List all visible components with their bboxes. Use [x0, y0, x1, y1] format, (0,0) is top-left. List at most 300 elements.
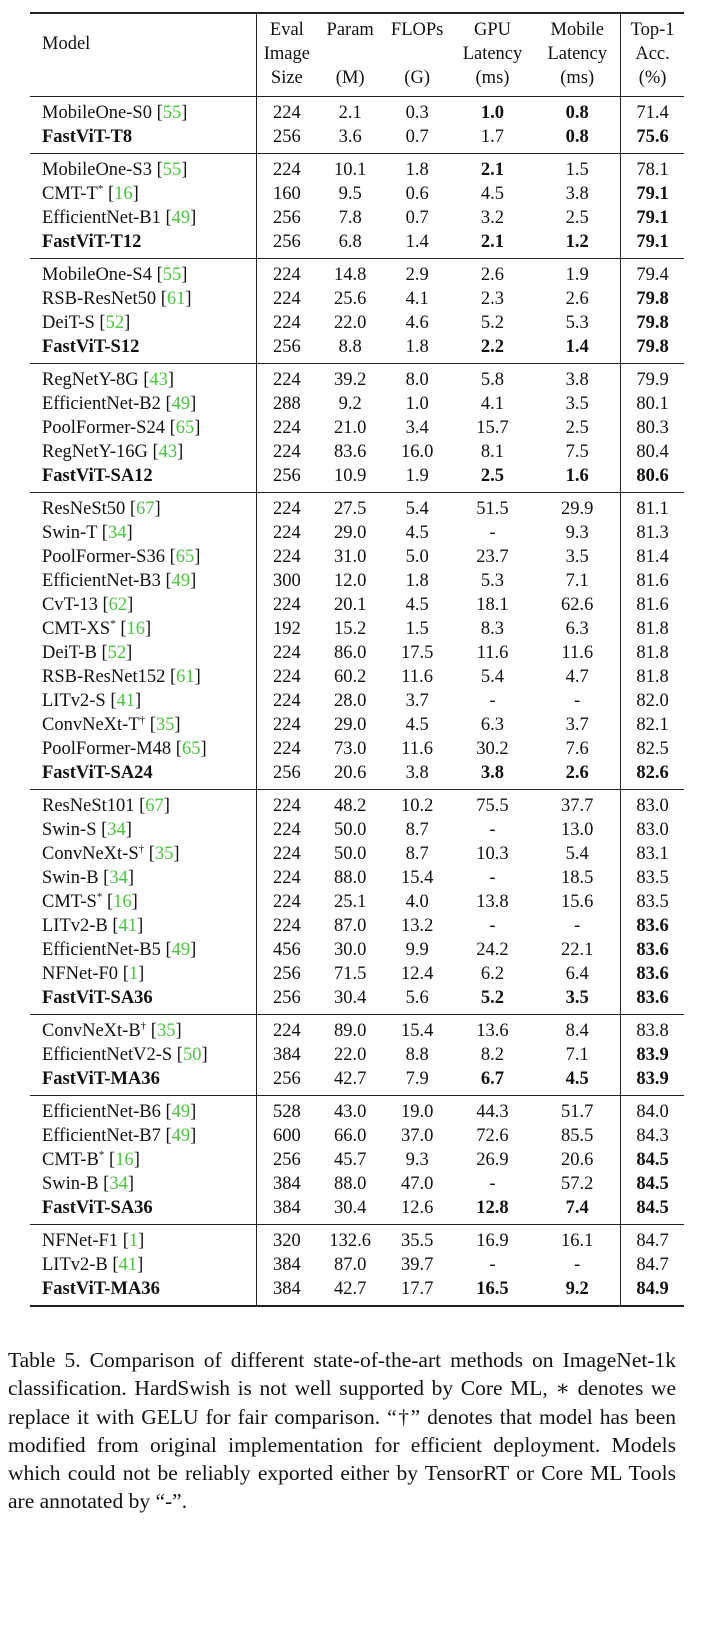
cell-gpu-latency: 5.3	[480, 571, 505, 591]
cell-gpu-latency: 3.2	[480, 208, 505, 228]
cell-gpu-latency: 13.8	[476, 892, 509, 912]
citation-link[interactable]: 49	[171, 208, 191, 228]
cell-param: 20.1	[333, 595, 367, 615]
cell-model	[30, 1067, 257, 1096]
citation-link[interactable]: 49	[171, 1102, 191, 1122]
cell-eval-size: 224	[257, 97, 317, 126]
cell-eval-size: 224	[272, 868, 301, 888]
table-row	[30, 97, 684, 126]
cell-flops: 12.6	[400, 1198, 434, 1218]
cell-eval-size: 256	[272, 1150, 301, 1170]
cell-gpu-latency: 15.7	[476, 418, 509, 438]
cell-gpu-latency: 1.0	[451, 97, 535, 126]
cell-param: 31.0	[333, 547, 367, 567]
cell-gpu-latency: 2.3	[480, 289, 505, 309]
model-name: DeiT-B	[42, 643, 97, 663]
cell-gpu-latency: 8.1	[480, 442, 505, 462]
cell-param: 50.0	[333, 820, 367, 840]
cell-param: 27.5	[317, 493, 384, 522]
cell-flops: 1.8	[405, 571, 429, 591]
citation-link[interactable]: 35	[156, 1021, 176, 1041]
citation-link[interactable]: 34	[107, 523, 127, 543]
cell-top1-acc: 78.1	[621, 154, 684, 183]
model-marker: *	[98, 1149, 105, 1161]
table-row	[30, 1172, 684, 1196]
cell-gpu-latency: 5.2	[480, 988, 505, 1008]
cell-top1-acc: 83.5	[636, 868, 669, 888]
citation-link[interactable]: 43	[149, 370, 168, 390]
cell-param: 88.0	[333, 868, 367, 888]
table-row	[30, 713, 684, 737]
model-name: ConvNeXt-T	[42, 715, 140, 735]
cell-flops: 8.7	[405, 844, 429, 864]
cell-flops: 3.8	[405, 763, 429, 783]
cell-top1-acc: 79.8	[636, 337, 669, 357]
table-row	[30, 818, 684, 842]
citation-link[interactable]: 62	[108, 595, 128, 615]
cell-model: ResNeSt101 [67]	[30, 790, 257, 819]
cell-mobile-latency: 62.6	[534, 593, 620, 617]
cell-eval-size: 224	[272, 442, 301, 462]
cell-mobile-latency: -	[534, 914, 620, 938]
cell-flops: 4.6	[405, 313, 429, 333]
cell-model: LITv2-B [41]	[30, 1253, 257, 1277]
cell-top1-acc: 83.5	[636, 892, 669, 912]
cell-model: MobileOne-S4 [55]	[30, 259, 257, 288]
cell-model: EfficientNet-B1 [49]	[30, 206, 257, 230]
model-name: FastViT-SA36	[42, 1198, 153, 1218]
cell-eval-size: 256	[272, 127, 301, 147]
cell-gpu-latency: -	[489, 523, 496, 543]
cell-top1-acc: 83.9	[636, 1045, 669, 1065]
citation-link[interactable]: 35	[155, 715, 175, 735]
model-name: NFNet-F1	[42, 1231, 119, 1251]
cell-model: RSB-ResNet50 [61]	[30, 287, 257, 311]
citation-link[interactable]: 34	[107, 820, 126, 840]
cell-flops: 5.0	[405, 547, 429, 567]
citation-link[interactable]: 61	[166, 289, 186, 309]
citation-link[interactable]: 67	[136, 499, 155, 519]
cell-mobile-latency: 7.4	[534, 1196, 620, 1225]
cell-mobile-latency: 4.5	[534, 1067, 620, 1096]
cell-model	[30, 125, 257, 154]
model-name: RegNetY-8G	[42, 370, 139, 390]
model-name: CMT-S	[42, 892, 97, 912]
model-name: LITv2-S	[42, 691, 106, 711]
cell-mobile-latency: 11.6	[534, 641, 620, 665]
cell-mobile-latency: 20.6	[534, 1148, 620, 1172]
cell-model	[30, 464, 257, 493]
cell-top1-acc: 81.8	[636, 619, 669, 639]
citation-link[interactable]: 41	[116, 691, 136, 711]
citation-link[interactable]: 49	[171, 394, 191, 414]
citation-link[interactable]: 34	[109, 1174, 128, 1194]
cell-mobile-latency: 3.5	[534, 392, 620, 416]
cell-mobile-latency: 1.6	[534, 464, 620, 493]
cell-flops: 3.4	[405, 418, 429, 438]
cell-mobile-latency: 7.6	[534, 737, 620, 761]
model-name: CvT-13	[42, 595, 98, 615]
citation-link[interactable]: 49	[171, 571, 191, 591]
citation-link[interactable]: 16	[114, 184, 133, 204]
cell-flops: 8.7	[405, 820, 429, 840]
cell-gpu-latency: -	[489, 691, 496, 711]
cell-eval-size: 224	[272, 643, 301, 663]
model-marker: †	[140, 1020, 147, 1032]
model-name: EfficientNet-B2	[42, 394, 161, 414]
table-row	[30, 1067, 684, 1096]
cell-param: 3.6	[338, 127, 362, 147]
header-gpu-latency: GPU Latency (ms)	[462, 20, 523, 88]
cell-gpu-latency: 5.8	[451, 364, 535, 393]
table-caption: Table 5. Comparison of different state-of-the-art methods on ImageNet-1k classification. HardSwish is not well supported by Core ML, ∗ denotes we replace it with GELU for fair comparison. “†” denotes that model has been modified from original implementation for efficient deployment. Models which could not be reliably exported either by TensorRT or Core ML Tools are annotated by “-”.	[8, 1348, 676, 1514]
cell-flops: 16.0	[400, 442, 434, 462]
model-name: PoolFormer-M48	[42, 739, 172, 759]
model-name: PoolFormer-S36	[42, 547, 165, 567]
cell-param: 22.0	[333, 1045, 367, 1065]
cell-model: ConvNeXt-T† [35]	[30, 713, 257, 737]
cell-top1-acc: 84.5	[636, 1198, 669, 1218]
cell-top1-acc: 81.3	[636, 523, 669, 543]
cell-mobile-latency: 7.1	[534, 1043, 620, 1067]
cell-model: EfficientNet-B2 [49]	[30, 392, 257, 416]
cell-model: Swin-B [34]	[30, 866, 257, 890]
table-row	[30, 1277, 684, 1306]
cell-flops: 4.5	[405, 595, 429, 615]
citation-link[interactable]: 41	[118, 1255, 138, 1275]
cell-model: PoolFormer-M48 [65]	[30, 737, 257, 761]
cell-param: 21.0	[333, 418, 367, 438]
model-name: ConvNeXt-B	[42, 1021, 141, 1041]
cell-flops: 0.3	[384, 97, 451, 126]
cell-flops: 4.1	[405, 289, 429, 309]
citation-link[interactable]: 65	[181, 739, 201, 759]
model-name: DeiT-S	[42, 313, 95, 333]
model-marker: *	[97, 183, 104, 195]
cell-top1-acc: 80.4	[636, 442, 669, 462]
cell-eval-size: 256	[272, 208, 301, 228]
table-row	[30, 569, 684, 593]
cell-top1-acc: 82.5	[636, 739, 669, 759]
cell-flops: 9.9	[405, 940, 429, 960]
citation-link[interactable]: 50	[182, 1045, 202, 1065]
citation-link[interactable]: 52	[105, 313, 125, 333]
citation-link[interactable]: 55	[162, 265, 182, 285]
citation-link[interactable]: 52	[107, 643, 127, 663]
table-row	[30, 392, 684, 416]
cell-param: 25.1	[333, 892, 367, 912]
cell-gpu-latency: 8.3	[480, 619, 505, 639]
cell-mobile-latency: 18.5	[534, 866, 620, 890]
cell-param: 30.4	[333, 1198, 367, 1218]
citation-link[interactable]: 65	[175, 418, 195, 438]
cell-flops: 1.4	[405, 232, 429, 252]
cell-top1-acc: 84.3	[636, 1126, 669, 1146]
cell-flops: 5.4	[384, 493, 451, 522]
cell-gpu-latency: 10.3	[476, 844, 509, 864]
cell-flops: 17.5	[400, 643, 434, 663]
cell-model: RSB-ResNet152 [61]	[30, 665, 257, 689]
table-row	[30, 962, 684, 986]
cell-model: CvT-13 [62]	[30, 593, 257, 617]
table-row	[30, 493, 684, 522]
model-name: FastViT-SA12	[42, 466, 153, 486]
cell-param: 28.0	[333, 691, 367, 711]
cell-flops: 19.0	[384, 1096, 451, 1125]
cell-param: 43.0	[317, 1096, 384, 1125]
cell-param: 50.0	[333, 844, 367, 864]
cell-param: 86.0	[333, 643, 367, 663]
citation-link[interactable]: 16	[113, 892, 132, 912]
cell-eval-size: 224	[272, 313, 301, 333]
cell-model: CMT-S* [16]	[30, 890, 257, 914]
cell-model: Swin-T [34]	[30, 521, 257, 545]
cell-eval-size: 224	[272, 595, 301, 615]
citation-link[interactable]: 65	[175, 547, 195, 567]
cell-top1-acc: 83.1	[636, 844, 669, 864]
cell-mobile-latency: 9.3	[534, 521, 620, 545]
cell-param: 71.5	[333, 964, 367, 984]
cell-mobile-latency: 57.2	[534, 1172, 620, 1196]
cell-gpu-latency: 16.5	[451, 1277, 535, 1306]
cell-flops: 35.5	[384, 1225, 451, 1254]
cell-top1-acc: 81.8	[636, 643, 669, 663]
cell-eval-size: 224	[272, 844, 301, 864]
cell-top1-acc: 79.9	[621, 364, 684, 393]
cell-gpu-latency: -	[489, 916, 496, 936]
cell-flops: 17.7	[384, 1277, 451, 1306]
cell-param: 39.2	[317, 364, 384, 393]
table-row	[30, 521, 684, 545]
cell-model: CMT-T* [16]	[30, 182, 257, 206]
cell-eval-size: 256	[272, 337, 301, 357]
cell-param: 14.8	[317, 259, 384, 288]
cell-mobile-latency: 15.6	[534, 890, 620, 914]
cell-eval-size: 224	[257, 1015, 317, 1044]
cell-mobile-latency: 4.7	[534, 665, 620, 689]
table-row	[30, 440, 684, 464]
cell-gpu-latency: 1.7	[480, 127, 505, 147]
cell-model: EfficientNet-B5 [49]	[30, 938, 257, 962]
cell-gpu-latency: 8.2	[480, 1045, 505, 1065]
model-name: EfficientNet-B5	[42, 940, 161, 960]
cell-flops: 15.4	[384, 1015, 451, 1044]
cell-gpu-latency: 44.3	[451, 1096, 535, 1125]
model-name: Swin-B	[42, 1174, 99, 1194]
cell-gpu-latency: 51.5	[451, 493, 535, 522]
cell-gpu-latency: 6.2	[480, 964, 505, 984]
cell-gpu-latency: 2.5	[480, 466, 505, 486]
citation-link[interactable]: 61	[176, 667, 195, 687]
cell-model: ResNeSt50 [67]	[30, 493, 257, 522]
cell-mobile-latency: 2.6	[534, 761, 620, 790]
model-name: FastViT-S12	[42, 337, 140, 357]
cell-flops: 47.0	[400, 1174, 434, 1194]
header-mobile-latency: Mobile Latency (ms)	[534, 14, 620, 97]
citation-link[interactable]: 16	[115, 1150, 134, 1170]
cell-top1-acc: 84.5	[636, 1174, 669, 1194]
table-row	[30, 259, 684, 288]
cell-eval-size: 384	[272, 1198, 301, 1218]
cell-gpu-latency: 30.2	[476, 739, 509, 759]
cell-mobile-latency: 3.5	[534, 545, 620, 569]
citation-link[interactable]: 1	[128, 964, 139, 984]
citation-link[interactable]: 35	[154, 844, 174, 864]
cell-eval-size: 224	[257, 364, 317, 393]
cell-param: 15.2	[333, 619, 367, 639]
cell-top1-acc: 82.6	[636, 763, 669, 783]
cell-flops: 1.8	[405, 337, 429, 357]
cell-gpu-latency: 12.8	[476, 1198, 509, 1218]
cell-eval-size: 160	[272, 184, 301, 204]
header-model: Model	[30, 14, 257, 97]
cell-param: 87.0	[333, 916, 367, 936]
cell-mobile-latency: 6.3	[534, 617, 620, 641]
cell-top1-acc: 80.6	[636, 466, 669, 486]
cell-flops: 15.4	[400, 868, 434, 888]
cell-gpu-latency: 4.1	[480, 394, 505, 414]
cell-eval-size: 300	[272, 571, 301, 591]
cell-flops: 1.0	[405, 394, 429, 414]
cell-gpu-latency: 24.2	[476, 940, 509, 960]
citation-link[interactable]: 55	[162, 103, 182, 123]
cell-param: 8.8	[338, 337, 362, 357]
table-row	[30, 545, 684, 569]
model-name: CMT-T	[42, 184, 98, 204]
model-name: Swin-B	[42, 868, 99, 888]
table-row	[30, 416, 684, 440]
cell-gpu-latency: 6.7	[480, 1069, 505, 1089]
citation-link[interactable]: 41	[118, 916, 138, 936]
model-name: NFNet-F0	[42, 964, 119, 984]
cell-eval-size: 384	[272, 1255, 301, 1275]
model-name: FastViT-MA36	[42, 1069, 160, 1089]
cell-flops: 13.2	[400, 916, 434, 936]
cell-eval-size: 224	[257, 790, 317, 819]
table-row	[30, 464, 684, 493]
cell-model: PoolFormer-S36 [65]	[30, 545, 257, 569]
cell-mobile-latency: 16.1	[534, 1225, 620, 1254]
model-marker: †	[138, 843, 145, 855]
cell-model: EfficientNet-B6 [49]	[30, 1096, 257, 1125]
cell-flops: 11.6	[401, 739, 433, 759]
cell-param: 83.6	[333, 442, 367, 462]
citation-link[interactable]: 43	[158, 442, 178, 462]
cell-gpu-latency: 75.5	[451, 790, 535, 819]
citation-link[interactable]: 16	[126, 619, 145, 639]
model-name: ResNeSt50	[42, 499, 126, 519]
cell-top1-acc: 83.6	[636, 964, 669, 984]
cell-eval-size: 224	[272, 892, 301, 912]
cell-gpu-latency: 26.9	[476, 1150, 509, 1170]
citation-link[interactable]: 55	[162, 160, 182, 180]
cell-mobile-latency: 0.8	[534, 97, 620, 126]
cell-top1-acc: 84.0	[621, 1096, 684, 1125]
table-row	[30, 230, 684, 259]
cell-top1-acc: 75.6	[636, 127, 669, 147]
cell-eval-size: 528	[257, 1096, 317, 1125]
cell-eval-size: 224	[257, 154, 317, 183]
cell-eval-size: 224	[272, 418, 301, 438]
cell-mobile-latency: 22.1	[534, 938, 620, 962]
cell-model: MobileOne-S0 [55]	[30, 97, 257, 126]
citation-link[interactable]: 49	[171, 1126, 191, 1146]
cell-mobile-latency: 6.4	[534, 962, 620, 986]
table-row	[30, 1096, 684, 1125]
cell-param: 60.2	[333, 667, 367, 687]
cell-top1-acc: 82.1	[636, 715, 669, 735]
cell-param: 12.0	[333, 571, 367, 591]
cell-mobile-latency: 13.0	[534, 818, 620, 842]
model-name: EfficientNet-B1	[42, 208, 161, 228]
table-row	[30, 761, 684, 790]
cell-mobile-latency: 1.4	[534, 335, 620, 364]
header-top1-acc: Top-1 Acc. (%)	[630, 20, 675, 88]
cell-mobile-latency: 9.2	[534, 1277, 620, 1306]
cell-flops: 8.0	[384, 364, 451, 393]
citation-link[interactable]: 1	[128, 1231, 139, 1251]
citation-link[interactable]: 49	[171, 940, 191, 960]
cell-eval-size: 256	[272, 466, 301, 486]
table-row	[30, 287, 684, 311]
cell-flops: 0.7	[405, 127, 429, 147]
cell-top1-acc: 83.6	[636, 940, 669, 960]
cell-param: 88.0	[333, 1174, 367, 1194]
citation-link[interactable]: 67	[145, 796, 164, 816]
model-name: FastViT-T12	[42, 232, 142, 252]
cell-mobile-latency: 1.2	[534, 230, 620, 259]
model-marker: *	[96, 891, 103, 903]
cell-param: 25.6	[333, 289, 367, 309]
cell-model: EfficientNet-B3 [49]	[30, 569, 257, 593]
cell-flops: 1.8	[384, 154, 451, 183]
cell-flops: 8.8	[405, 1045, 429, 1065]
cell-top1-acc: 80.1	[636, 394, 669, 414]
cell-flops: 4.0	[405, 892, 429, 912]
model-name: MobileOne-S0	[42, 103, 152, 123]
cell-gpu-latency: 3.8	[480, 763, 505, 783]
cell-eval-size: 256	[272, 1069, 301, 1089]
cell-top1-acc: 79.8	[636, 313, 669, 333]
cell-mobile-latency: 3.8	[534, 182, 620, 206]
table-row	[30, 1043, 684, 1067]
cell-model: EfficientNet-B7 [49]	[30, 1124, 257, 1148]
table-body	[30, 97, 684, 1307]
citation-link[interactable]: 34	[109, 868, 128, 888]
cell-model: ConvNeXt-B† [35]	[30, 1015, 257, 1044]
cell-flops: 0.6	[405, 184, 429, 204]
cell-eval-size: 224	[272, 739, 301, 759]
cell-top1-acc: 81.6	[636, 571, 669, 591]
cell-top1-acc: 80.3	[636, 418, 669, 438]
table-row	[30, 1196, 684, 1225]
cell-model: NFNet-F1 [1]	[30, 1225, 257, 1254]
cell-top1-acc: 81.4	[636, 547, 669, 567]
cell-gpu-latency: -	[489, 868, 496, 888]
model-name: LITv2-B	[42, 1255, 108, 1275]
cell-gpu-latency: 5.2	[480, 313, 505, 333]
cell-param: 10.9	[333, 466, 367, 486]
cell-eval-size: 224	[257, 493, 317, 522]
cell-mobile-latency: 1.9	[534, 259, 620, 288]
cell-param: 87.0	[333, 1255, 367, 1275]
cell-eval-size: 256	[272, 763, 301, 783]
cell-param: 45.7	[333, 1150, 367, 1170]
cell-top1-acc: 79.1	[636, 232, 669, 252]
cell-flops: 12.4	[400, 964, 434, 984]
cell-mobile-latency: 3.7	[534, 713, 620, 737]
cell-param: 6.8	[338, 232, 362, 252]
